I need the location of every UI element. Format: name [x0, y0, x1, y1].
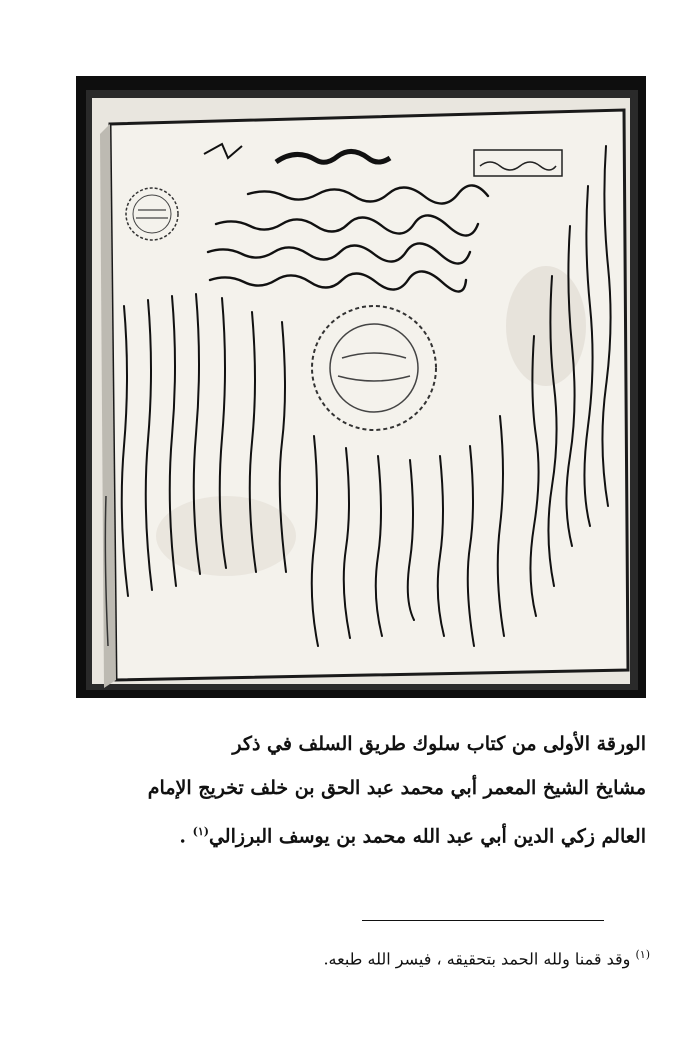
caption-end: .	[179, 825, 193, 848]
footnote	[120, 940, 650, 974]
caption-line-1: الورقة الأولى من كتاب سلوك طريق السلف في ذكر	[232, 733, 646, 755]
caption	[76, 722, 646, 858]
caption-line-3	[76, 810, 646, 858]
caption-line-3-text: العالم زكي الدين أبي عبد الله محمد بن يوسف البرزالي	[208, 825, 646, 848]
footnote-text: وقد قمنا ولله الحمد بتحقيقه ، فيسر الله طبعه.	[323, 949, 631, 969]
manuscript-image	[76, 76, 646, 698]
footnote-divider	[362, 920, 604, 921]
footnote-reference[interactable]: (١)	[192, 825, 209, 838]
footnote-marker: (١)	[635, 948, 650, 961]
caption-line-2: مشايخ الشيخ المعمر أبي محمد عبد الحق بن خلف تخريج الإمام	[147, 777, 646, 799]
manuscript-photo	[76, 76, 646, 698]
